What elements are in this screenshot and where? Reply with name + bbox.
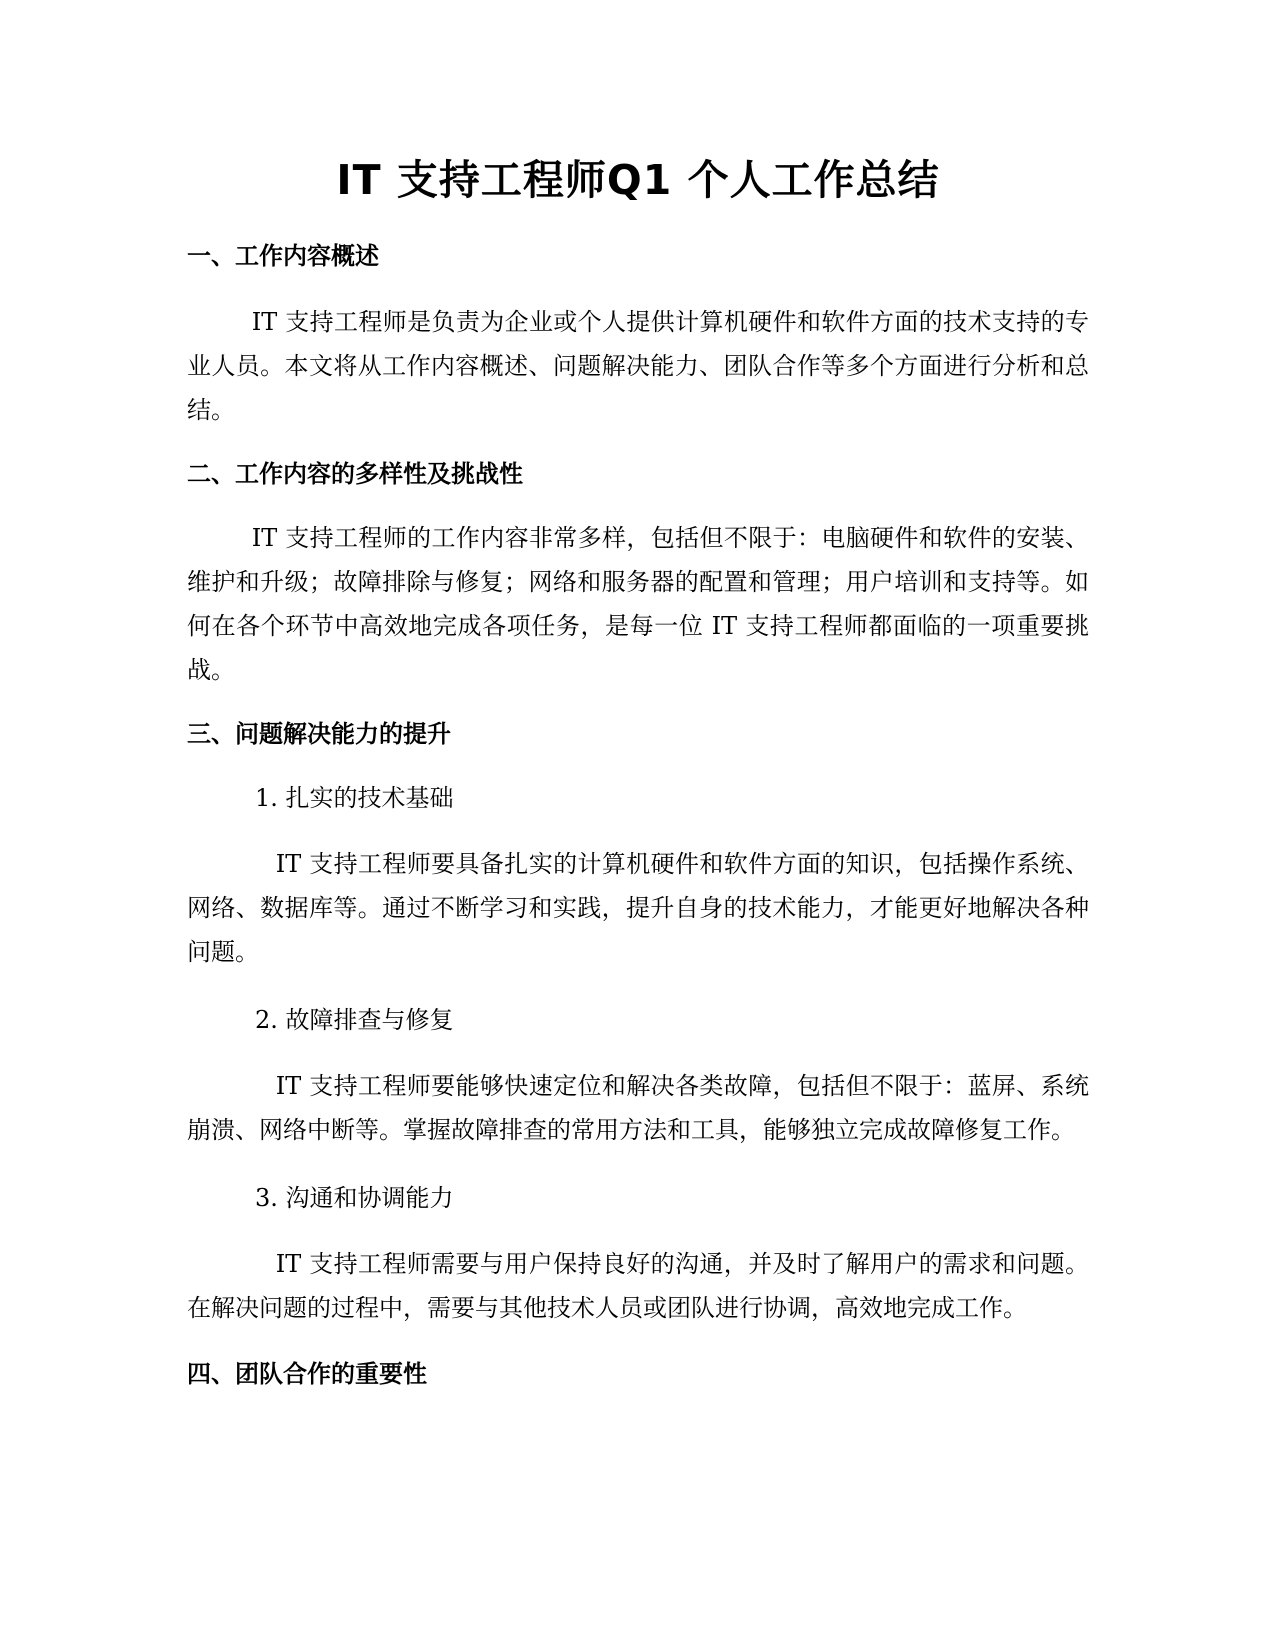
- section-heading-diversity: 二、工作内容的多样性及挑战性: [187, 460, 523, 488]
- section-heading-teamwork: 四、团队合作的重要性: [187, 1360, 427, 1388]
- section-heading-problem-solving: 三、问题解决能力的提升: [187, 720, 451, 748]
- list-item-paragraph-communication: IT 支持工程师需要与用户保持良好的沟通，并及时了解用户的需求和问题。在解决问题的过程中，需要与其他技术人员或团队进行协调，高效地完成工作。: [187, 1250, 1089, 1322]
- list-item-label-communication: 3. 沟通和协调能力: [255, 1184, 454, 1212]
- list-item-label-technical-foundation: 1. 扎实的技术基础: [255, 784, 454, 812]
- document-body: [187, 148, 1089, 1392]
- document-title: IT 支持工程师Q1 个人工作总结: [336, 156, 940, 204]
- section-heading-overview: 一、工作内容概述: [187, 242, 379, 270]
- section-paragraph-overview: IT 支持工程师是负责为企业或个人提供计算机硬件和软件方面的技术支持的专业人员。本文将从工作内容概述、问题解决能力、团队合作等多个方面进行分析和总结。: [187, 308, 1089, 424]
- list-item-label-troubleshooting: 2. 故障排查与修复: [255, 1006, 454, 1034]
- list-item-paragraph-troubleshooting: IT 支持工程师要能够快速定位和解决各类故障，包括但不限于：蓝屏、系统崩溃、网络中断等。掌握故障排查的常用方法和工具，能够独立完成故障修复工作。: [187, 1072, 1089, 1144]
- section-paragraph-diversity: IT 支持工程师的工作内容非常多样，包括但不限于：电脑硬件和软件的安装、维护和升级；故障排除与修复；网络和服务器的配置和管理；用户培训和支持等。如何在各个环节中高效地完成各项任务，是每一位 IT 支持工程师都面临的一项重要挑战。: [187, 524, 1089, 684]
- list-item-paragraph-technical-foundation: IT 支持工程师要具备扎实的计算机硬件和软件方面的知识，包括操作系统、网络、数据库等。通过不断学习和实践，提升自身的技术能力，才能更好地解决各种问题。: [187, 850, 1089, 966]
